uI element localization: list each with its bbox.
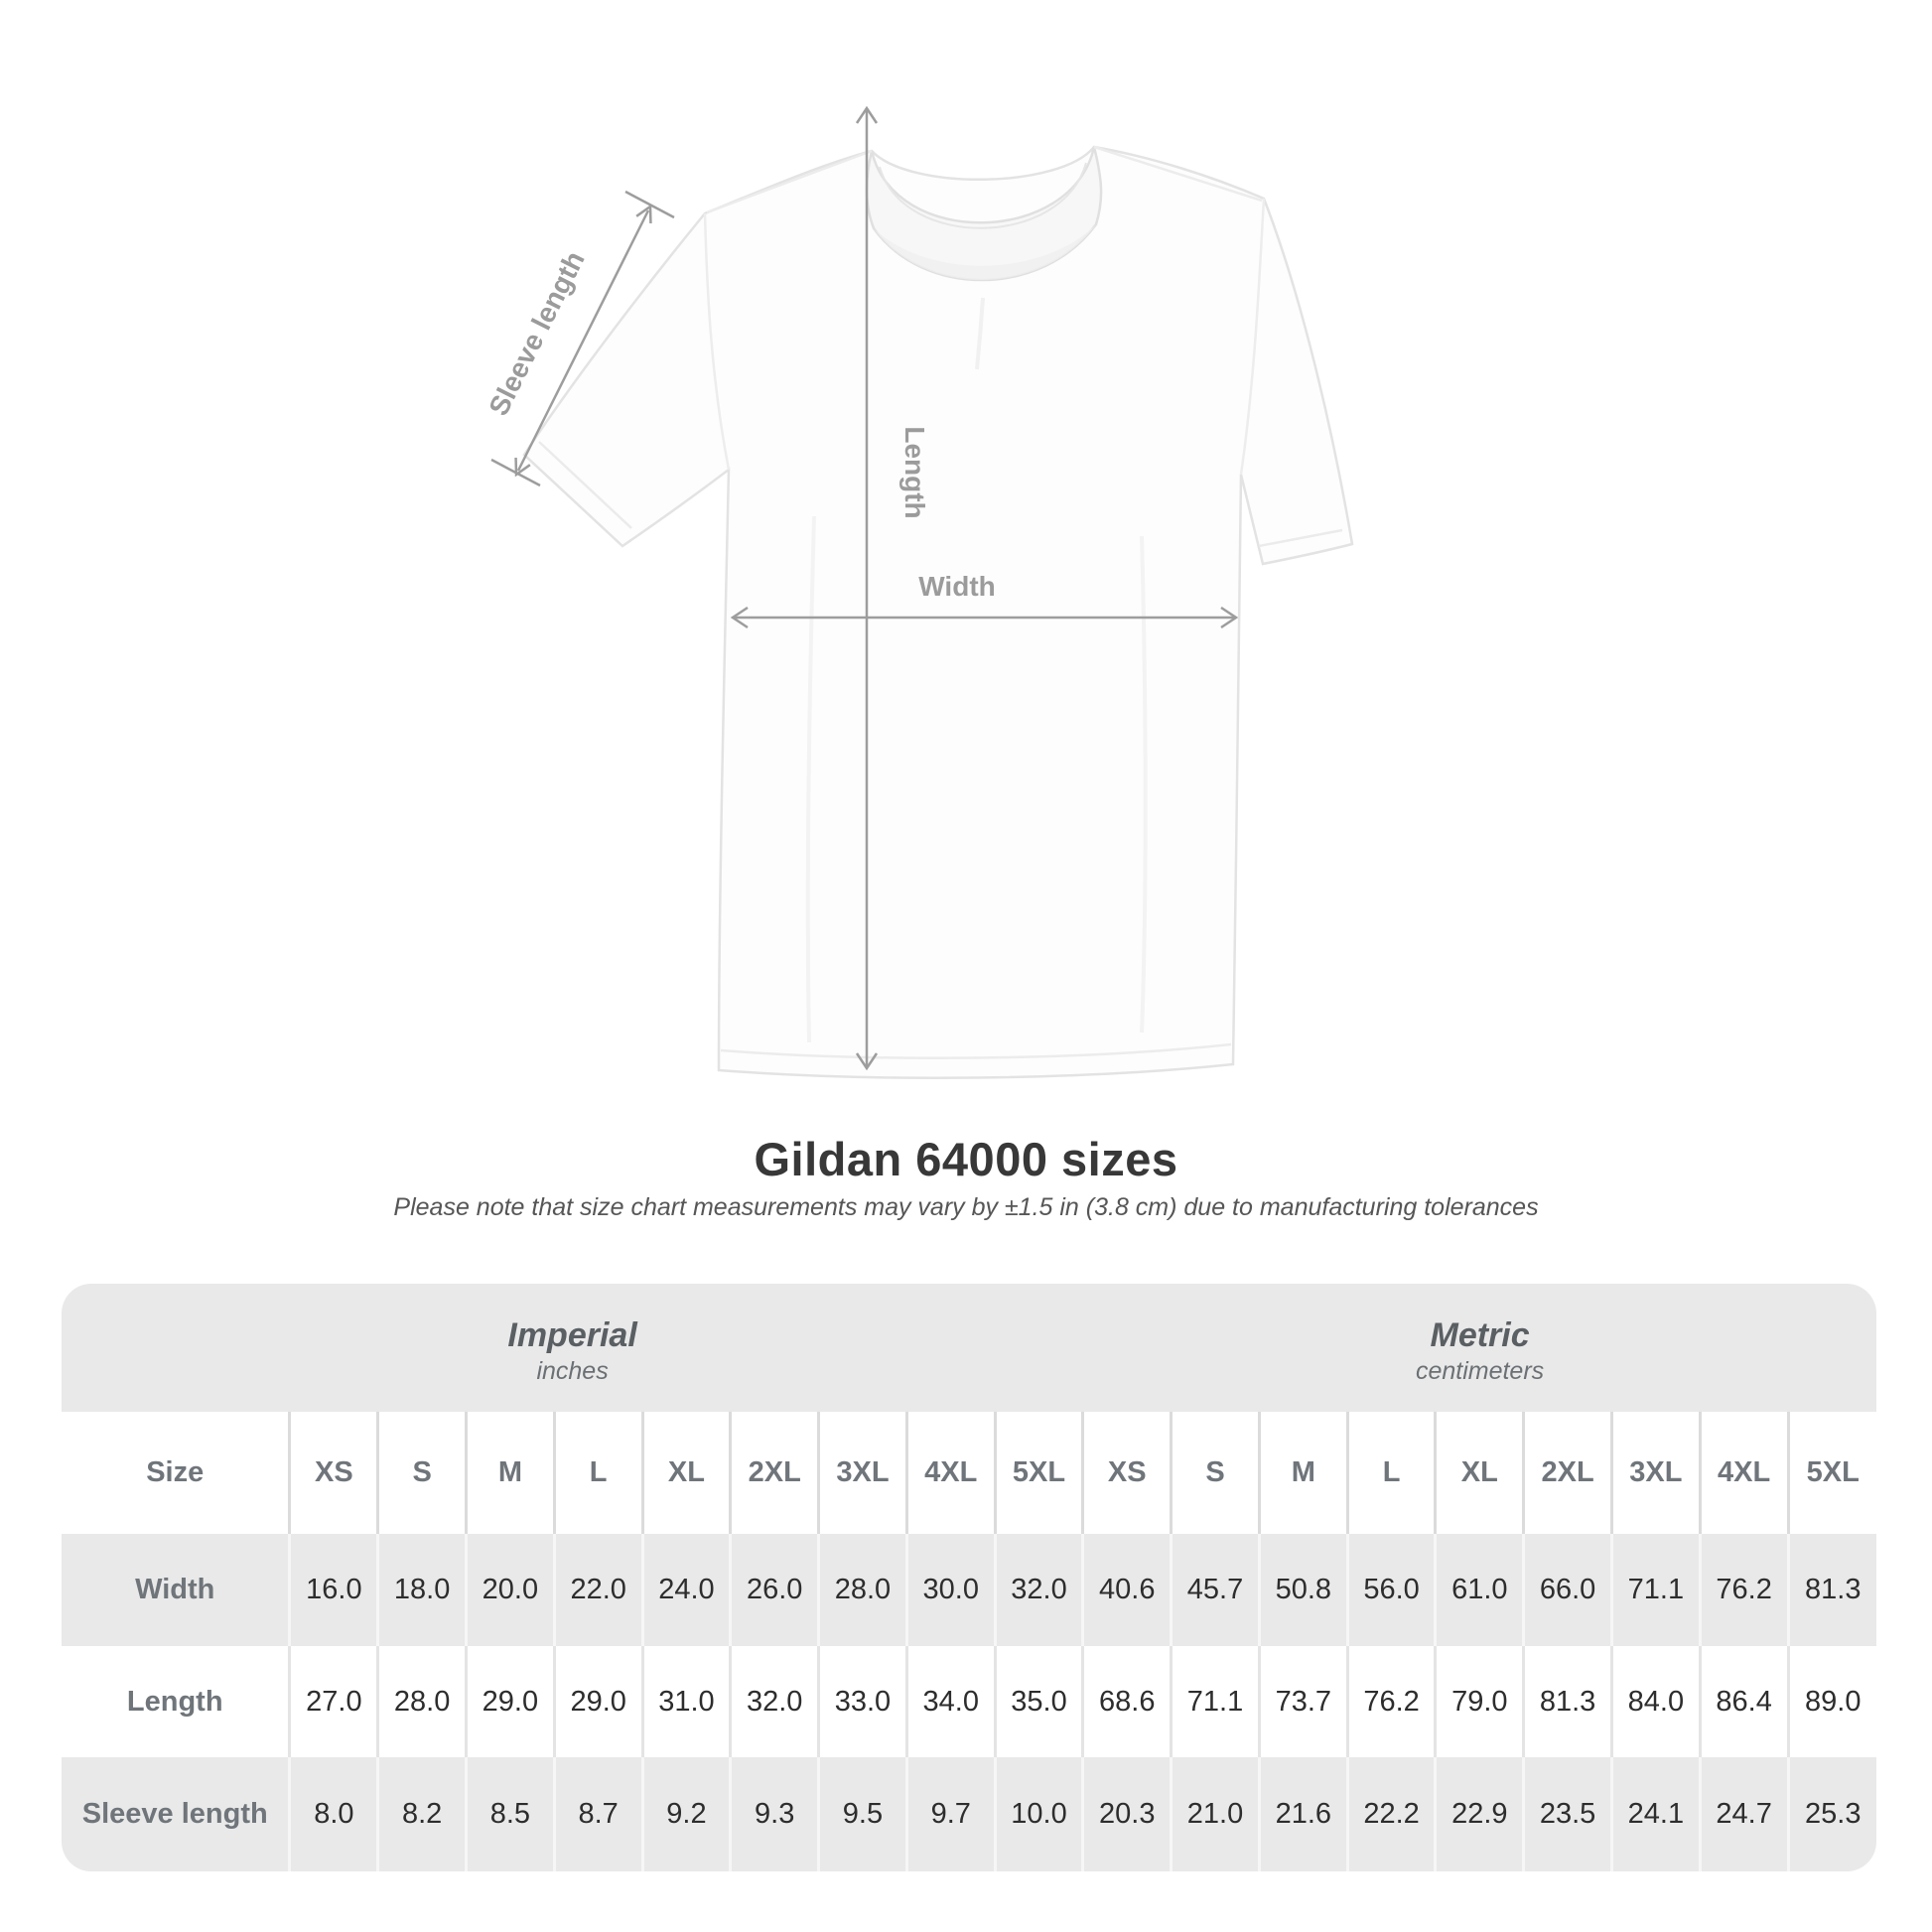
value-cell: 21.6 <box>1259 1757 1347 1871</box>
value-cell: 79.0 <box>1436 1646 1524 1757</box>
value-cell: 9.5 <box>819 1757 907 1871</box>
value-cell: 33.0 <box>819 1646 907 1757</box>
sleeve-length-dimension-label: Sleeve length <box>483 246 591 421</box>
value-cell: 81.3 <box>1524 1646 1612 1757</box>
size-header-imperial-xl: XL <box>642 1412 731 1534</box>
value-cell: 10.0 <box>995 1757 1083 1871</box>
value-cell: 89.0 <box>1788 1646 1876 1757</box>
width-dimension-label: Width <box>918 571 996 602</box>
value-cell: 20.3 <box>1083 1757 1172 1871</box>
value-cell: 34.0 <box>906 1646 995 1757</box>
unit-group-band <box>62 1284 1876 1412</box>
metric-group-header <box>1083 1284 1876 1412</box>
size-header-imperial-3xl: 3XL <box>819 1412 907 1534</box>
value-cell: 61.0 <box>1436 1534 1524 1646</box>
size-header-metric-4xl: 4XL <box>1700 1412 1788 1534</box>
value-cell: 23.5 <box>1524 1757 1612 1871</box>
length-row <box>62 1646 1876 1757</box>
value-cell: 66.0 <box>1524 1534 1612 1646</box>
size-header-metric-3xl: 3XL <box>1611 1412 1700 1534</box>
value-cell: 86.4 <box>1700 1646 1788 1757</box>
size-header-imperial-2xl: 2XL <box>731 1412 819 1534</box>
value-cell: 22.2 <box>1347 1757 1436 1871</box>
value-cell: 16.0 <box>290 1534 378 1646</box>
value-cell: 71.1 <box>1611 1534 1700 1646</box>
size-column-header: Size <box>146 1456 205 1488</box>
value-cell: 22.9 <box>1436 1757 1524 1871</box>
value-cell: 81.3 <box>1788 1534 1876 1646</box>
value-cell: 8.0 <box>290 1757 378 1871</box>
size-header-metric-xs: XS <box>1083 1412 1172 1534</box>
size-header-metric-2xl: 2XL <box>1524 1412 1612 1534</box>
metric-group-unit: centimeters <box>1415 1356 1545 1385</box>
value-cell: 9.7 <box>906 1757 995 1871</box>
size-header-metric-m: M <box>1259 1412 1347 1534</box>
value-cell: 68.6 <box>1083 1646 1172 1757</box>
size-header-imperial-s: S <box>378 1412 467 1534</box>
width-row <box>62 1534 1876 1646</box>
value-cell: 8.2 <box>378 1757 467 1871</box>
value-cell: 21.0 <box>1172 1757 1260 1871</box>
imperial-group-header <box>62 1284 1083 1412</box>
value-cell: 28.0 <box>378 1646 467 1757</box>
value-cell: 31.0 <box>642 1646 731 1757</box>
value-cell: 24.1 <box>1611 1757 1700 1871</box>
length-dimension-label: Length <box>899 426 930 519</box>
value-cell: 84.0 <box>1611 1646 1700 1757</box>
metric-group-title: Metric <box>1430 1315 1530 1354</box>
value-cell: 40.6 <box>1083 1534 1172 1646</box>
value-cell: 18.0 <box>378 1534 467 1646</box>
value-cell: 32.0 <box>731 1646 819 1757</box>
value-cell: 56.0 <box>1347 1534 1436 1646</box>
value-cell: 76.2 <box>1700 1534 1788 1646</box>
value-cell: 35.0 <box>995 1646 1083 1757</box>
row-label-sleeve-length: Sleeve length <box>81 1798 268 1830</box>
value-cell: 32.0 <box>995 1534 1083 1646</box>
value-cell: 45.7 <box>1172 1534 1260 1646</box>
size-header-imperial-xs: XS <box>290 1412 378 1534</box>
size-header-imperial-l: L <box>554 1412 642 1534</box>
size-header-row <box>62 1412 1876 1534</box>
sleeve-length-row <box>62 1757 1876 1871</box>
value-cell: 50.8 <box>1259 1534 1347 1646</box>
value-cell: 28.0 <box>819 1534 907 1646</box>
size-header-metric-5xl: 5XL <box>1788 1412 1876 1534</box>
value-cell: 26.0 <box>731 1534 819 1646</box>
value-cell: 9.3 <box>731 1757 819 1871</box>
size-table <box>62 1412 1876 1871</box>
tolerance-note: Please note that size chart measurements may vary by ±1.5 in (3.8 cm) due to manufacturing tolerances <box>393 1193 1539 1221</box>
value-cell: 29.0 <box>467 1646 555 1757</box>
imperial-group-title: Imperial <box>507 1315 637 1354</box>
value-cell: 22.0 <box>554 1534 642 1646</box>
value-cell: 9.2 <box>642 1757 731 1871</box>
value-cell: 20.0 <box>467 1534 555 1646</box>
size-table-card <box>62 1284 1876 1871</box>
size-header-imperial-m: M <box>467 1412 555 1534</box>
value-cell: 27.0 <box>290 1646 378 1757</box>
value-cell: 73.7 <box>1259 1646 1347 1757</box>
row-label-length: Length <box>126 1685 223 1718</box>
value-cell: 76.2 <box>1347 1646 1436 1757</box>
size-header-imperial-4xl: 4XL <box>906 1412 995 1534</box>
page-title: Gildan 64000 sizes <box>754 1133 1178 1185</box>
imperial-group-unit: inches <box>536 1356 609 1385</box>
value-cell: 30.0 <box>906 1534 995 1646</box>
value-cell: 71.1 <box>1172 1646 1260 1757</box>
size-header-metric-l: L <box>1347 1412 1436 1534</box>
value-cell: 8.7 <box>554 1757 642 1871</box>
value-cell: 25.3 <box>1788 1757 1876 1871</box>
value-cell: 29.0 <box>554 1646 642 1757</box>
row-label-width: Width <box>135 1574 215 1605</box>
size-header-imperial-5xl: 5XL <box>995 1412 1083 1534</box>
size-header-metric-s: S <box>1172 1412 1260 1534</box>
value-cell: 24.7 <box>1700 1757 1788 1871</box>
value-cell: 8.5 <box>467 1757 555 1871</box>
size-header-metric-xl: XL <box>1436 1412 1524 1534</box>
value-cell: 24.0 <box>642 1534 731 1646</box>
